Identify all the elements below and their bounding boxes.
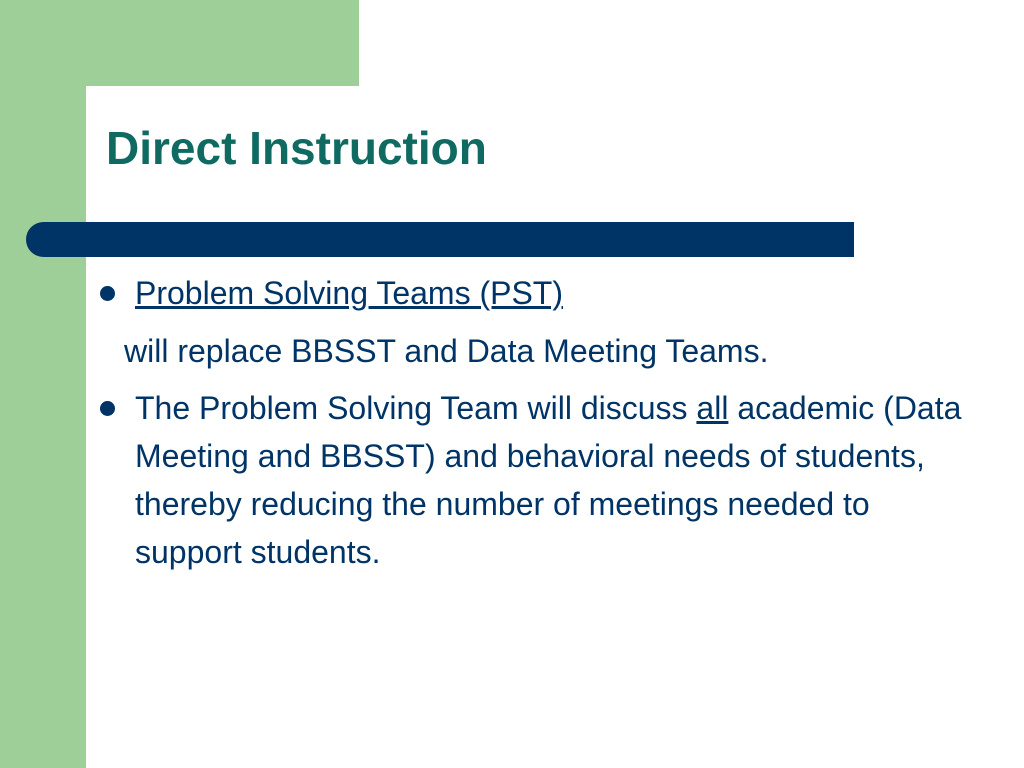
bullet-item-1: [100, 269, 980, 317]
bullet-2-text: [135, 384, 980, 576]
bullet-2-emphasis: all: [696, 390, 729, 426]
bullet-2-text-start: The Problem Solving Team will discuss: [135, 390, 697, 426]
bullet-dot: [100, 401, 115, 416]
bullet-1-continuation: will replace BBSST and Data Meeting Teams.: [124, 333, 769, 369]
top-green-band: [0, 0, 359, 86]
left-green-band: [0, 0, 86, 768]
bullet-dot: [100, 286, 115, 301]
bullet-1-text: Problem Solving Teams (PST): [135, 275, 563, 311]
title-underline-bar: [26, 222, 854, 257]
slide-title: Direct Instruction: [106, 122, 487, 174]
bullet-2-text-end: academic (Data Meeting and BBSST) and behavioral needs of students, thereby reducing the number of meetings needed to support students.: [135, 390, 962, 570]
bullet-item-2: [100, 384, 980, 624]
